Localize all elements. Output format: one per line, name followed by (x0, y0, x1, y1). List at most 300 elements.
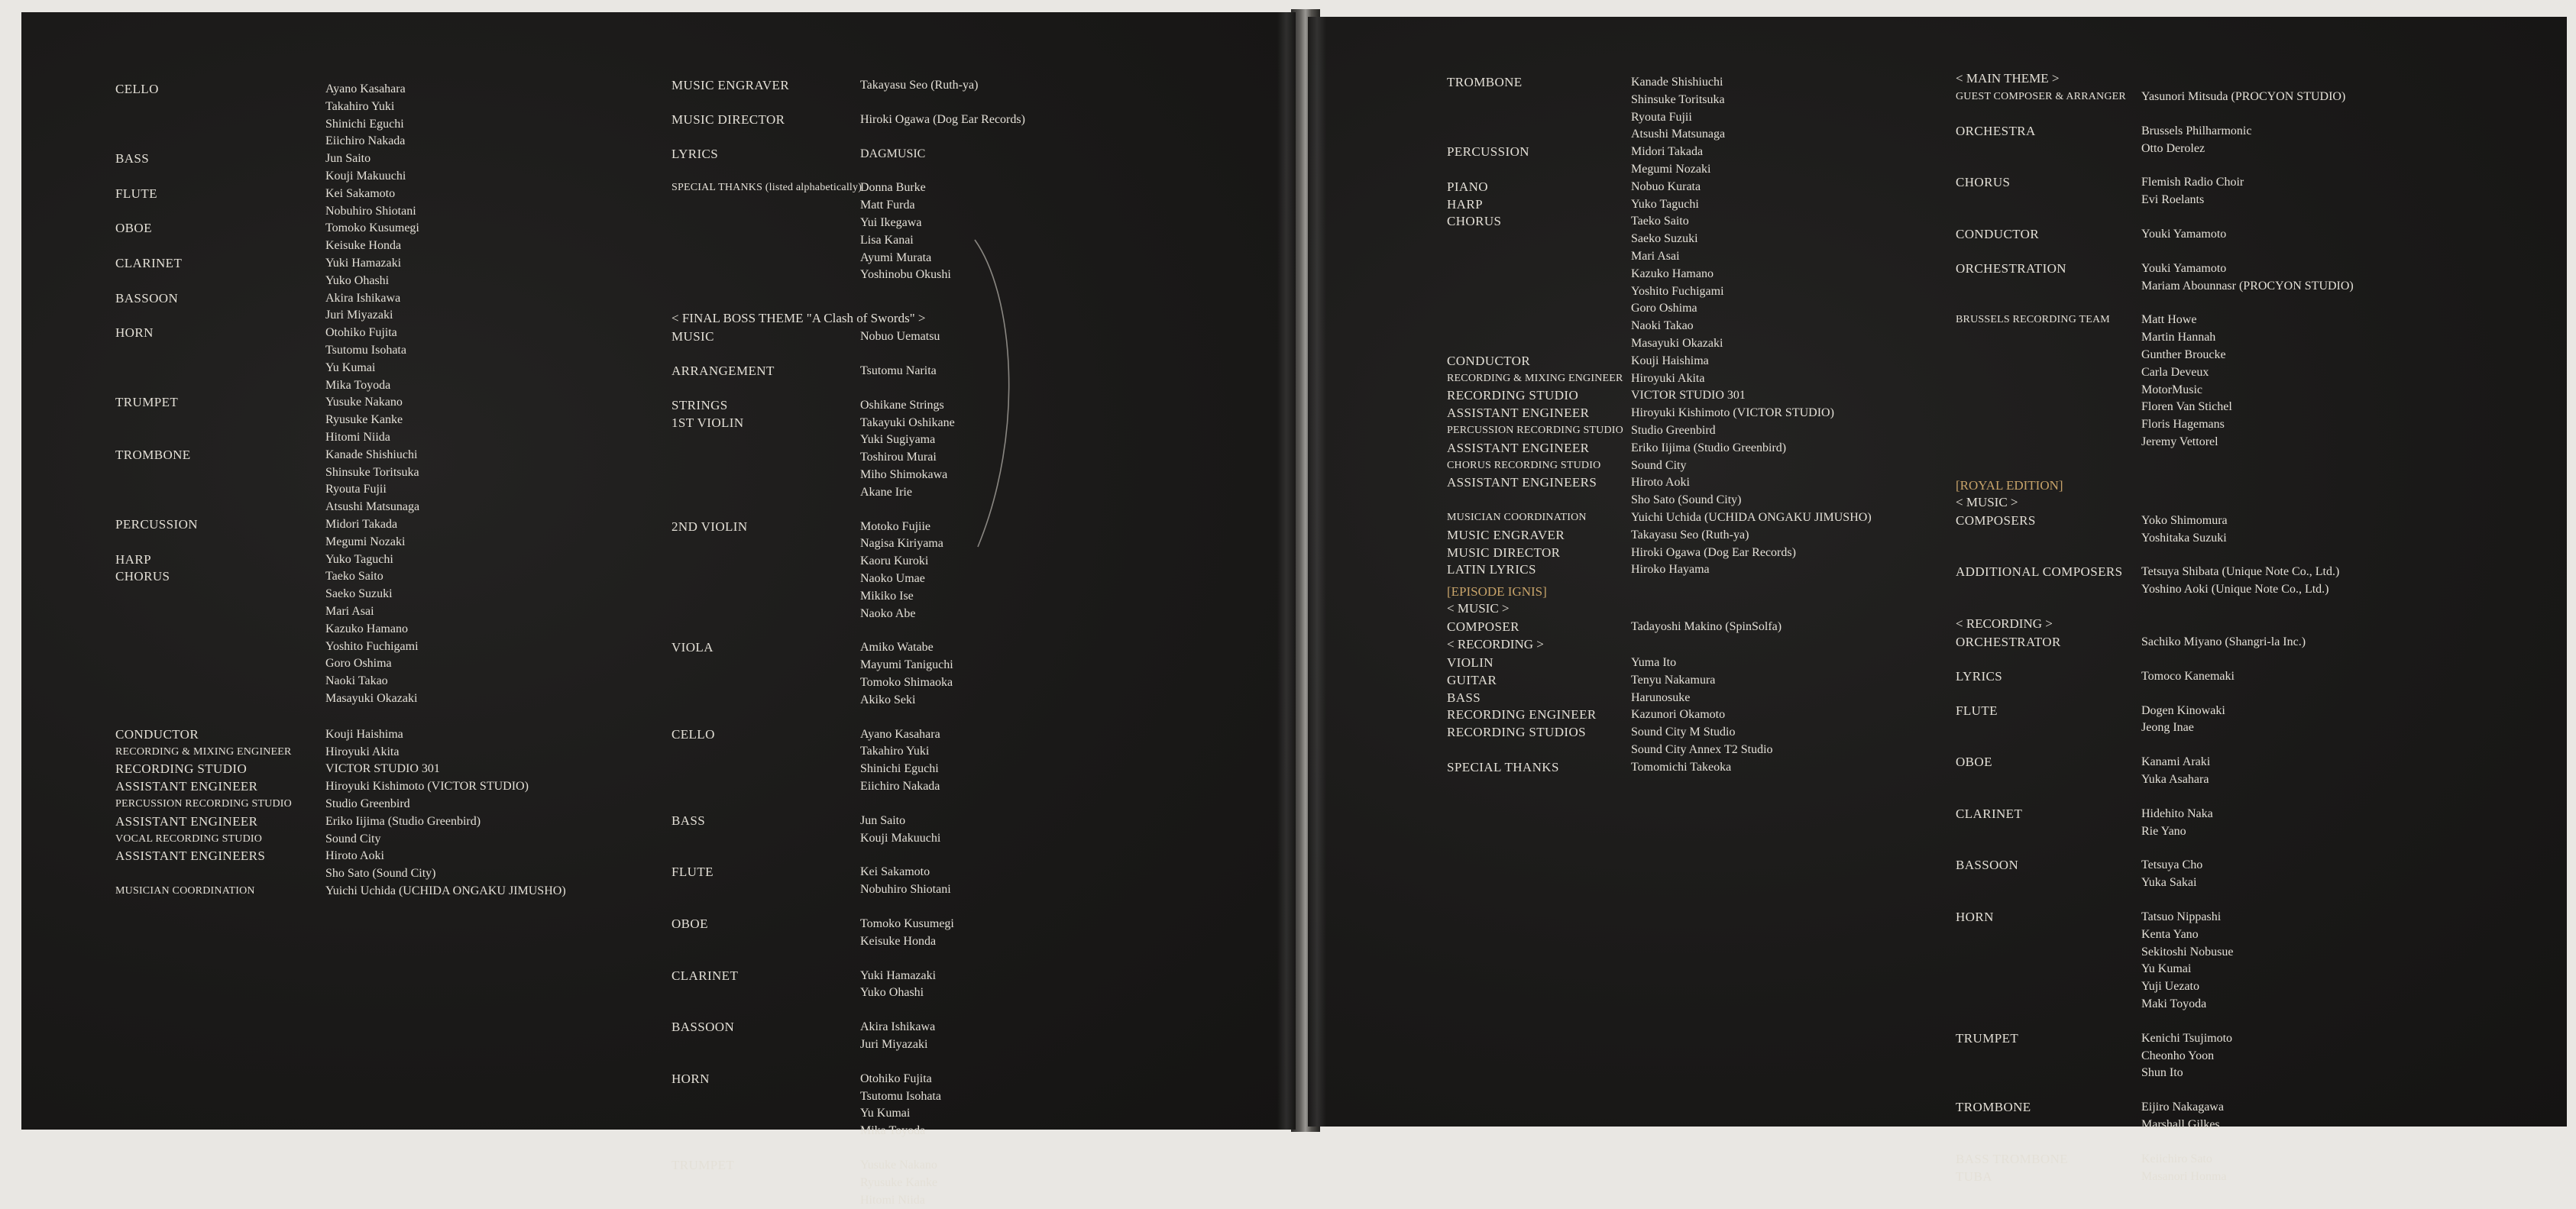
credit-name: Takayuki Oshikane (860, 415, 955, 429)
credit-names (2141, 226, 2226, 244)
credit-names (2141, 634, 2306, 651)
credit-names (860, 179, 951, 284)
section-heading-line: [ROYAL EDITION] (1956, 477, 2063, 493)
credit-name: Lisa Kanai (860, 233, 914, 247)
credit-names (860, 864, 951, 899)
credit-name: Takahiro Yuki (860, 745, 930, 758)
credit-name: VICTOR STUDIO 301 (1631, 389, 1746, 402)
credit-names (1631, 724, 1773, 759)
credit-name: Studio Greenbird (1631, 424, 1716, 437)
credit-name: Nobuo Kurata (1631, 179, 1701, 193)
credit-name: Yu Kumai (2141, 962, 2192, 976)
credit-name: Yuko Taguchi (325, 552, 393, 566)
credit-names (860, 916, 954, 951)
credit-name: Yuki Hamazaki (325, 257, 402, 270)
credit-name: Kazuko Hamano (1631, 267, 1714, 280)
credit-name: Midori Takada (1631, 145, 1704, 159)
credit-names (325, 255, 401, 290)
right-page (1308, 17, 2567, 1184)
credit-names (325, 150, 406, 186)
credit-role: BASS (672, 813, 706, 828)
credit-role: HORN (1956, 910, 1994, 924)
credit-name: Tetsuya Cho (2141, 858, 2203, 872)
credit-role: HARP CHORUS (115, 551, 170, 584)
credit-name: Flemish Radio Choir (2141, 176, 2244, 189)
credit-name: Kaoru Kuroki (860, 554, 929, 568)
credit-names (1631, 387, 1746, 405)
credit-role: ORCHESTRATOR (1956, 635, 2061, 649)
credit-name: Mika Toyoda (860, 1124, 926, 1138)
credit-name: Akiko Seki (860, 693, 916, 706)
credit-name: Takahiro Yuki (325, 99, 395, 113)
credit-role: ADDITIONAL COMPOSERS (1956, 564, 2123, 580)
credit-name: Ryouta Fujii (325, 483, 387, 496)
credit-name: Tadayoshi Makino (SpinSolfa) (1631, 620, 1782, 634)
credit-names (860, 112, 1025, 129)
credit-names (860, 363, 937, 380)
credit-role: OBOE (672, 916, 708, 931)
credit-role: TROMBONE (1956, 1100, 2031, 1115)
credit-name: Yusuke Nakano (860, 1159, 937, 1172)
credit-name: Eriko Iijima (Studio Greenbird) (325, 814, 481, 828)
credit-name: Taeko Saito (1631, 215, 1689, 228)
credit-name: Kenichi Tsujimoto (2141, 1031, 2233, 1045)
credit-role: PERCUSSION RECORDING STUDIO (115, 798, 292, 810)
credit-name: Juri Miyazaki (325, 309, 393, 322)
credit-name: Naoko Umae (860, 571, 925, 585)
credit-name: Kouji Makuuchi (325, 169, 406, 183)
credit-name: Naoki Takao (1631, 319, 1694, 333)
credit-role: RECORDING STUDIO (1447, 388, 1579, 403)
credit-role: ASSISTANT ENGINEERS (115, 849, 266, 864)
credit-name: Shun Ito (2141, 1066, 2183, 1080)
credit-role: CHORUS RECORDING STUDIO (1447, 459, 1601, 471)
section-heading-line: < FINAL BOSS THEME "A Clash of Swords" > (672, 311, 926, 326)
credit-role: TRUMPET (115, 395, 179, 410)
credit-name: Midori Takada (325, 518, 398, 531)
section-heading (1956, 70, 2060, 87)
credit-name: Hiroyuki Kishimoto (VICTOR STUDIO) (1631, 406, 1834, 420)
credit-names (1631, 527, 1749, 545)
credit-name: Nagisa Kiriyama (860, 537, 943, 551)
credit-name: DAGMUSIC (860, 147, 926, 160)
credit-name: Tenyu Nakamura (1631, 673, 1716, 687)
credit-name: Nobuo Uematsu (860, 330, 940, 344)
credit-names (1631, 619, 1782, 636)
credit-name: Ayano Kasahara (860, 727, 940, 741)
credit-role: RECORDING & MIXING ENGINEER (1447, 372, 1623, 384)
credit-names (2141, 564, 2339, 599)
credit-role: ASSISTANT ENGINEER (115, 779, 258, 794)
credit-name: Sound City (1631, 458, 1687, 472)
credit-name: Taeko Saito (325, 570, 383, 583)
credit-name: Tetsuya Shibata (Unique Note Co., Ltd.) (2141, 565, 2340, 579)
credit-name: Nobuhiro Shiotani (860, 883, 951, 897)
credit-role: PERCUSSION RECORDING STUDIO (1447, 425, 1623, 436)
credit-role: TROMBONE (1447, 75, 1523, 89)
credit-name: Kei Sakamoto (860, 865, 930, 879)
credit-name: Takayasu Seo (Ruth-ya) (1631, 528, 1749, 541)
credit-names (860, 397, 955, 502)
credit-role: BASS (115, 151, 150, 166)
credit-names (2141, 89, 2345, 106)
credit-role: CLARINET (1956, 806, 2023, 821)
credit-name: Saeko Suzuki (325, 587, 393, 601)
credit-names (325, 883, 566, 900)
credit-role: PERCUSSION (1447, 144, 1529, 160)
credit-name: Hiroto Aoki (325, 849, 384, 863)
credit-name: Megumi Nozaki (1631, 162, 1711, 176)
credit-role: LATIN LYRICS (1447, 562, 1536, 577)
credit-name: Shinichi Eguchi (860, 762, 939, 776)
credit-name: Kanami Araki (2141, 755, 2211, 769)
credit-names (325, 186, 416, 221)
credit-name: Yoshitaka Suzuki (2141, 531, 2227, 545)
credit-name: Hitomi Niida (325, 430, 390, 444)
credit-name: Tomomichi Takeoka (1631, 760, 1732, 774)
credit-name: Yu Kumai (860, 1107, 911, 1120)
credit-name: Hiroki Ogawa (Dog Ear Records) (1631, 545, 1796, 559)
credit-name: Kenta Yano (2141, 927, 2199, 941)
credit-names (1631, 561, 1710, 579)
credit-role: STRINGS 1ST VIOLIN (672, 397, 744, 430)
credit-role: COMPOSER (1447, 619, 1519, 635)
credit-name: Donna Burke (860, 181, 926, 195)
credit-names (325, 447, 419, 516)
hair-curve-mark (972, 234, 1025, 554)
credit-names (1631, 370, 1704, 388)
credit-names (325, 551, 419, 708)
credit-name: Yoshinobu Okushi (860, 268, 951, 282)
credit-role: CLARINET (672, 968, 739, 983)
credit-names (2141, 754, 2210, 789)
credit-name: Amiko Watabe (860, 641, 934, 655)
credit-name: Brussels Philharmonic (2141, 124, 2252, 137)
credit-name: Juri Miyazaki (860, 1037, 928, 1051)
credit-name: Otto Derolez (2141, 141, 2205, 155)
credit-role: VIOLIN GUITAR BASS (1447, 655, 1497, 705)
section-heading-line: [EPISODE IGNIS] (1447, 584, 1547, 600)
credit-name: Hitomi Niida (860, 1193, 925, 1207)
credit-name: Tomoko Shimaoka (860, 675, 953, 689)
credit-name: Goro Oshima (1631, 302, 1697, 315)
credit-names (1631, 144, 1710, 179)
credit-name: Yuko Taguchi (1631, 197, 1699, 211)
credit-role: TRUMPET (672, 1158, 735, 1172)
credit-name: Yoshino Aoki (Unique Note Co., Ltd.) (2141, 583, 2329, 596)
credit-name: Yuji Uezato (2141, 980, 2199, 994)
credit-role: ORCHESTRATION (1956, 260, 2066, 276)
credit-role: VOCAL RECORDING STUDIO (115, 832, 263, 845)
page-fold-shadow (1308, 17, 1326, 1127)
credit-name: Oshikane Strings (860, 398, 944, 412)
credit-role: MUSIC DIRECTOR (672, 112, 785, 127)
credit-name: Yuki Hamazaki (860, 968, 937, 982)
credit-names (860, 1157, 937, 1209)
credit-name: Yuko Ohashi (325, 273, 390, 287)
credit-name: Jeremy Vettorel (2141, 435, 2218, 448)
credit-name: Yoshito Fuchigami (325, 639, 419, 653)
credit-role: CELLO (672, 726, 715, 742)
credit-role: VIOLA (672, 640, 714, 655)
credit-names (325, 726, 403, 744)
credit-name: Youki Yamamoto (2141, 228, 2227, 241)
credit-name: Jeong Inae (2141, 721, 2194, 735)
credit-role: LYRICS (672, 146, 719, 161)
credit-name: Yoko Shimomura (2141, 513, 2228, 527)
section-heading (1447, 636, 1544, 653)
credit-role: OBOE (1956, 755, 1992, 770)
credit-name: Sekitoshi Nobusue (2141, 945, 2234, 958)
credit-names (1631, 655, 1715, 706)
credit-name: Mikiko Ise (860, 589, 914, 603)
credit-names (2141, 1151, 2227, 1186)
credit-name: Naoki Takao (325, 674, 388, 688)
credit-name: Shinsuke Toritsuka (1631, 92, 1725, 106)
credit-name: Saeko Suzuki (1631, 232, 1698, 246)
credit-name: Jun Saito (860, 813, 906, 827)
credit-name: Toshirou Murai (860, 451, 937, 464)
credit-name: Atsushi Matsunaga (1631, 128, 1726, 141)
credit-role: 2ND VIOLIN (672, 519, 748, 534)
credit-names (860, 1019, 935, 1054)
credit-names (1631, 474, 1741, 509)
page-fold-shadow (1277, 12, 1296, 1130)
credit-name: Megumi Nozaki (325, 535, 406, 548)
credit-name: Studio Greenbird (325, 797, 410, 810)
credit-names (1631, 457, 1686, 475)
credit-name: Martin Hannah (2141, 331, 2216, 344)
credit-names (1631, 74, 1725, 144)
credit-name: MotorMusic (2141, 383, 2202, 396)
credit-names (2141, 123, 2251, 158)
credit-role: CHORUS (1956, 175, 2011, 190)
credit-name: Yuichi Uchida (UCHIDA ONGAKU JIMUSHO) (1631, 511, 1872, 524)
credit-role: HORN (672, 1071, 710, 1086)
credit-names (325, 813, 481, 831)
credit-role: BRUSSELS RECORDING TEAM (1956, 314, 2110, 326)
credit-name: Goro Oshima (325, 657, 392, 671)
credit-name: Motoko Fujiie (860, 519, 931, 533)
credit-name: Kanade Shishiuchi (325, 448, 418, 461)
credit-names (325, 81, 406, 150)
credit-name: Hiroyuki Akita (1631, 371, 1705, 385)
section-heading (672, 310, 925, 327)
credit-name: Tsutomu Isohata (860, 1089, 941, 1103)
credit-name: Yuko Ohashi (860, 986, 924, 1000)
credit-names (860, 1071, 941, 1140)
credit-name: Nobuhiro Shiotani (325, 204, 416, 218)
credit-names (1631, 405, 1834, 422)
section-heading-line: < MUSIC > (1447, 601, 1510, 616)
section-heading (1447, 583, 1547, 617)
credit-role: CLARINET (115, 256, 183, 270)
credit-role: MUSIC ENGRAVER (1447, 527, 1565, 542)
credit-role: FLUTE (672, 865, 714, 880)
credit-name: Yuki Sugiyama (860, 433, 936, 447)
credit-name: Akane Irie (860, 485, 912, 499)
credit-name: Hiroyuki Kishimoto (VICTOR STUDIO) (325, 780, 529, 794)
credit-name: Ryouta Fujii (1631, 110, 1692, 124)
credit-name: Ryusuke Kanke (860, 1175, 938, 1189)
credit-role: ASSISTANT ENGINEER (1447, 440, 1590, 455)
credit-role: OBOE (115, 221, 152, 236)
credit-names (2141, 312, 2232, 451)
credit-name: Yoshito Fuchigami (1631, 284, 1724, 298)
section-heading (1956, 616, 2053, 632)
credit-name: Hiroko Hayama (1631, 563, 1710, 577)
credit-name: Tsutomu Narita (860, 364, 937, 377)
credit-role: ORCHESTRA (1956, 123, 2036, 138)
credit-name: Otohiko Fujita (325, 326, 397, 340)
credit-name: Naoko Abe (860, 606, 916, 620)
credit-name: Matt Howe (2141, 313, 2197, 327)
credit-name: Keisuke Honda (325, 239, 402, 253)
credit-name: Floris Hagemans (2141, 418, 2225, 432)
credit-name: Hiroto Aoki (1631, 476, 1690, 490)
credit-names (1631, 509, 1872, 527)
credit-name: Yuichi Uchida (UCHIDA ONGAKU JIMUSHO) (325, 884, 566, 897)
section-heading-line: < RECORDING > (1447, 637, 1544, 651)
credit-name: Youki Yamamoto (2141, 261, 2227, 275)
credit-name: Yasunori Mitsuda (PROCYON STUDIO) (2141, 90, 2346, 103)
credit-name: Kazuko Hamano (325, 622, 408, 635)
left-page (21, 12, 1296, 1207)
credit-name: Cheonho Yoon (2141, 1049, 2215, 1062)
credit-names (2141, 703, 2225, 738)
credit-name: Hiroyuki Akita (325, 745, 400, 758)
credit-name: Sho Sato (Sound City) (1631, 493, 1742, 507)
credit-role: BASSOON (115, 290, 179, 305)
section-heading-line: < RECORDING > (1956, 616, 2053, 631)
credit-names (1631, 422, 1716, 440)
credit-name: Tomoco Kanemaki (2141, 669, 2235, 683)
credit-role: CONDUCTOR (1956, 227, 2040, 241)
credit-name: Sound City (325, 832, 381, 845)
credit-name: Kouji Makuuchi (860, 831, 941, 845)
credit-name: Masayuki Okazaki (1631, 336, 1723, 350)
credit-names (325, 220, 419, 255)
credit-role: SPECIAL THANKS (listed alphabetically) (672, 182, 862, 194)
credit-names (1631, 706, 1725, 724)
credit-name: Mari Asai (325, 604, 374, 618)
credit-role: SPECIAL THANKS (1447, 759, 1559, 774)
credit-role: PERCUSSION (115, 517, 198, 532)
credit-role: MUSICIAN COORDINATION (115, 885, 255, 897)
credit-name: Eiichiro Nakada (325, 134, 406, 148)
credit-role: MUSICIAN COORDINATION (1447, 512, 1587, 523)
section-heading-line: < MAIN THEME > (1956, 71, 2060, 86)
credit-name: Ryusuke Kanke (325, 413, 403, 427)
credit-names (1631, 545, 1796, 562)
credit-role: TRUMPET (1956, 1030, 2019, 1046)
credit-role: FLUTE (115, 186, 157, 201)
credit-names (1631, 440, 1786, 457)
credit-name: Mika Toyoda (325, 378, 391, 392)
credit-names (325, 796, 410, 813)
credit-role: PIANO HARP CHORUS (1447, 179, 1502, 229)
credit-names (325, 516, 405, 551)
credit-role: LYRICS (1956, 668, 2003, 684)
credit-names (325, 831, 380, 849)
credit-name: VICTOR STUDIO 301 (325, 762, 440, 776)
credit-names (860, 726, 940, 796)
credit-role: MUSIC ENGRAVER (672, 78, 790, 92)
credit-name: Ayano Kasahara (325, 82, 406, 95)
credit-role: CELLO (115, 82, 159, 96)
credit-role: TROMBONE (115, 447, 191, 462)
credit-role: COMPOSERS (1956, 512, 2036, 528)
credit-names (860, 328, 940, 346)
credit-role: RECORDING STUDIO (115, 761, 248, 777)
credit-name: Takayasu Seo (Ruth-ya) (860, 79, 979, 92)
credit-role: FLUTE (1956, 703, 1998, 718)
credit-names (325, 761, 440, 778)
credit-names (325, 325, 406, 394)
credit-name: Akira Ishikawa (860, 1020, 936, 1034)
credit-name: Akira Ishikawa (325, 291, 401, 305)
credit-name: Mari Asai (1631, 249, 1680, 263)
credit-role: CONDUCTOR (115, 726, 199, 742)
credit-names (860, 146, 925, 163)
credit-role: HORN (115, 325, 154, 341)
credit-name: Yuma Ito (1631, 656, 1677, 669)
credit-name: Miho Shimokawa (860, 467, 948, 481)
credit-role: MUSIC DIRECTOR (1447, 545, 1561, 560)
credit-name: Sound City Annex T2 Studio (1631, 742, 1773, 756)
credit-name: Keisuke Honda (860, 934, 937, 948)
credit-name: Rie Yano (2141, 824, 2186, 838)
credit-name: Yusuke Nakano (325, 396, 403, 409)
credit-name: Tatsuo Nippashi (2141, 910, 2222, 923)
credit-role: ASSISTANT ENGINEER (115, 813, 258, 829)
credit-names (1631, 179, 1724, 353)
credit-role: BASS TROMBONE TUBA (1956, 1151, 2069, 1184)
credit-role: RECORDING STUDIOS (1447, 725, 1587, 740)
credit-name: Tsutomu Isohata (325, 343, 406, 357)
credit-names (2141, 857, 2202, 892)
credit-role: BASSOON (1956, 858, 2019, 873)
credit-name: Tomoko Kusumegi (860, 917, 954, 930)
credit-names (1631, 759, 1731, 777)
credit-name: Kazunori Okamoto (1631, 708, 1726, 722)
credit-name: Harunosuke (1631, 690, 1691, 704)
credit-name: Mayumi Taniguchi (860, 658, 953, 672)
credit-name: Carla Deveux (2141, 365, 2209, 379)
credit-names (860, 968, 936, 1003)
credit-name: Yuka Sakai (2141, 876, 2197, 890)
credit-names (2141, 668, 2235, 686)
credit-name: Floren Van Stichel (2141, 400, 2232, 414)
credit-names (325, 848, 435, 883)
credit-name: Keiichiro Sato (2141, 1152, 2212, 1165)
credit-name: Dogen Kinowaki (2141, 703, 2225, 717)
credit-names (2141, 1030, 2232, 1082)
credit-names (2141, 174, 2244, 209)
credit-role: GUEST COMPOSER & ARRANGER (1956, 91, 2126, 102)
credit-name: Hidehito Naka (2141, 807, 2213, 820)
credit-name: Sound City M Studio (1631, 726, 1736, 739)
credit-names (2141, 806, 2213, 841)
credit-name: Hiroki Ogawa (Dog Ear Records) (860, 112, 1025, 126)
credit-names (2141, 1099, 2224, 1134)
credit-role: RECORDING ENGINEER (1447, 707, 1597, 722)
credit-name: Matt Furda (860, 199, 915, 212)
credit-role: BASSOON (672, 1020, 735, 1035)
credit-name: Eriko Iijima (Studio Greenbird) (1631, 441, 1787, 454)
section-heading-line: < MUSIC > (1956, 494, 2018, 509)
credit-role: CONDUCTOR (1447, 353, 1531, 368)
